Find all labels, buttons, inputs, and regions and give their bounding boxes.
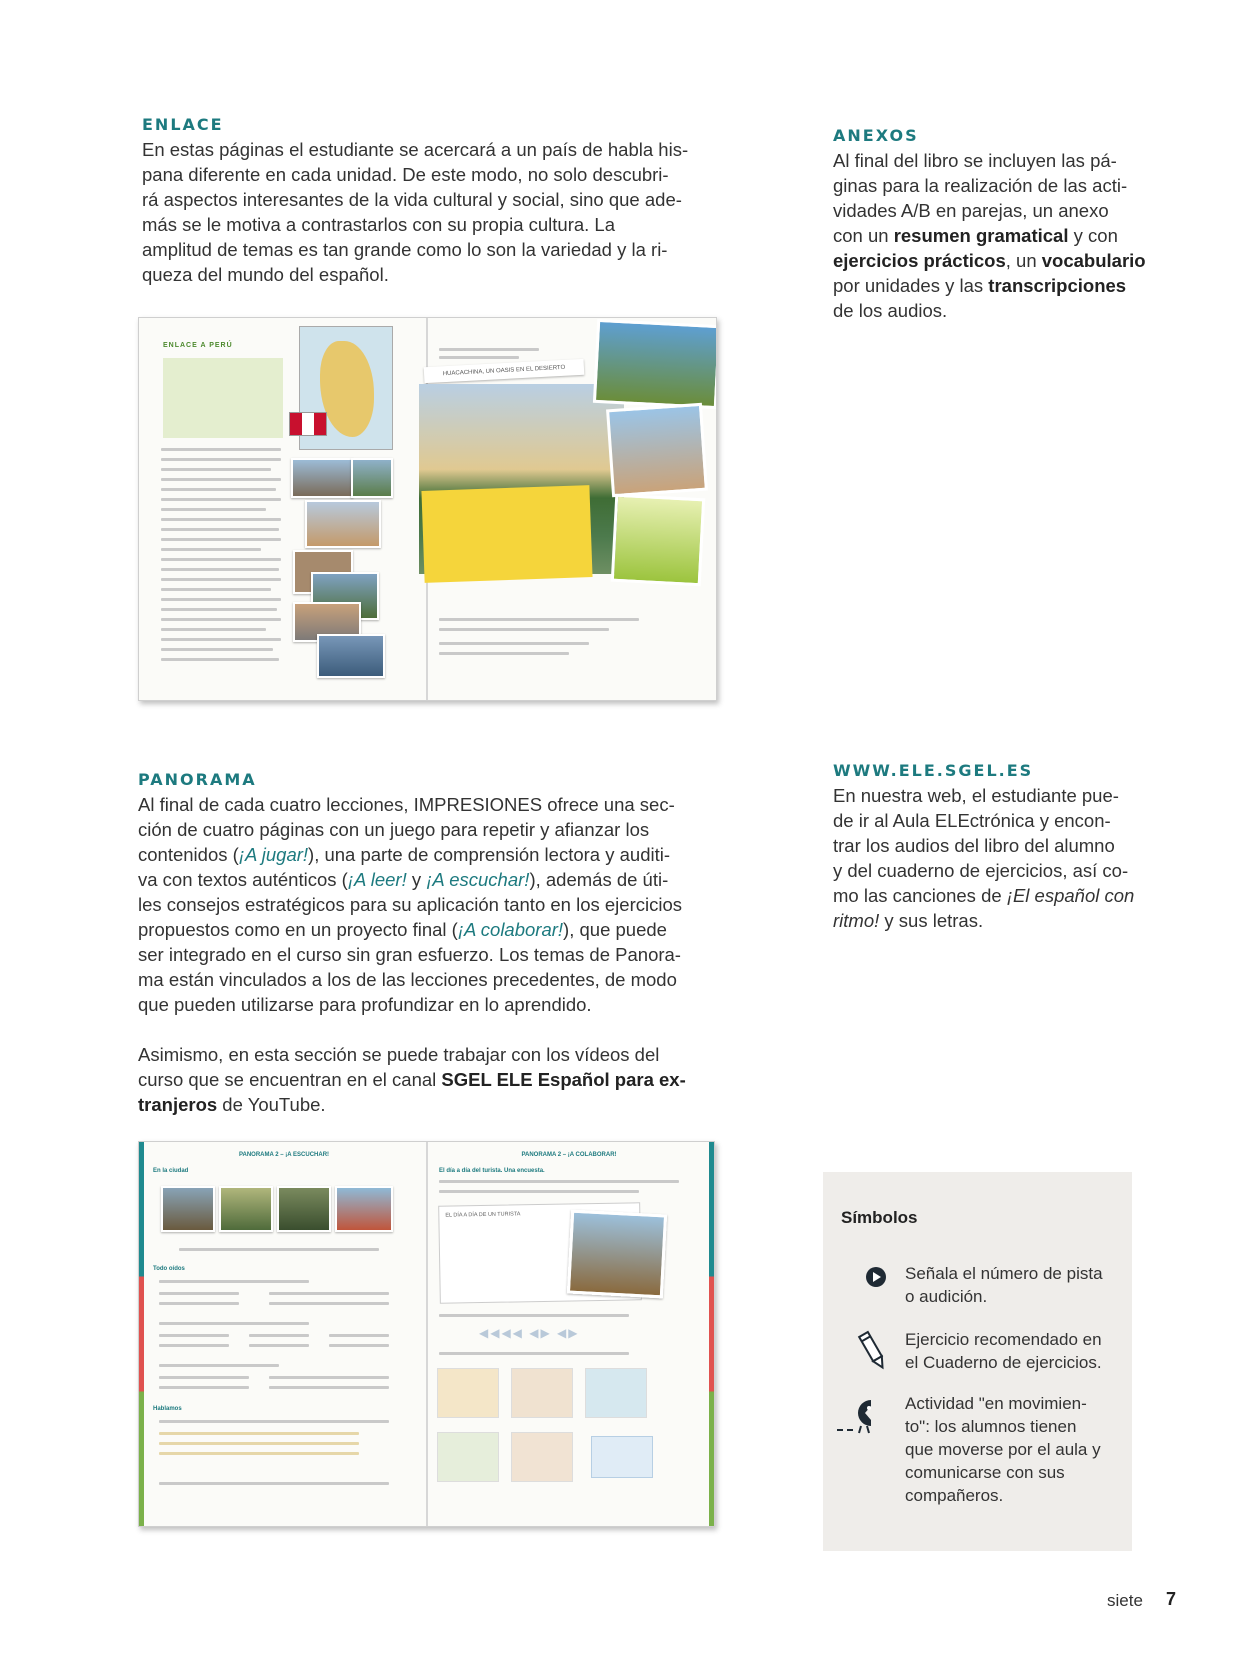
text-line: En nuestra web, el estudiante pue- [833,785,1119,806]
text-line: comunicarse con sus [905,1463,1065,1482]
photo-city [291,458,353,498]
thumb-subtitle: El día a día del turista. Una encuesta. [439,1168,545,1174]
photo-drink [611,494,705,587]
enlace-heading: ENLACE [142,115,224,134]
text-line-placeholder [439,628,609,631]
text-line: Ejercicio recomendado en [905,1330,1102,1349]
text-line [138,842,728,867]
bold-term: transcripciones [988,275,1127,296]
text-line-placeholder [161,458,281,461]
thumb-section: Hablamos [153,1406,182,1412]
text-line [833,883,1153,908]
text-line-placeholder [161,638,281,641]
illustration-1 [437,1368,499,1418]
text-line-placeholder [161,618,281,621]
bold-term: ejercicios prácticos [833,250,1006,271]
thumb-title: ENLACE A PERÚ [163,342,233,349]
book-spine [426,1142,428,1526]
photo-buggy [593,319,717,409]
text-line-placeholder [161,518,281,521]
text-line-placeholder [161,498,281,501]
bold-term: tranjeros [138,1094,218,1115]
text-line-placeholder [161,548,261,551]
section-name: ¡A escuchar! [426,869,530,890]
text-line: queza del mundo del español. [142,264,389,285]
text-line: ginas para la realización de las acti- [833,175,1128,196]
text-line-placeholder [269,1292,389,1295]
photo-shop [277,1186,331,1232]
text-line-placeholder [159,1442,359,1445]
text-line-placeholder [161,628,266,631]
text-line [138,1092,728,1117]
text-run: y sus letras. [879,910,984,931]
text-line-placeholder [161,468,271,471]
color-edge-right [709,1142,714,1526]
text-line-placeholder [439,652,569,655]
text-line-placeholder [159,1344,229,1347]
web-heading: WWW.ELE.SGEL.ES [833,761,1034,780]
text-line-placeholder [269,1302,389,1305]
text-line-placeholder [161,578,281,581]
text-run: mo las canciones de [833,885,1007,906]
text-line: ma están vinculados a los de las lecciones precedentes, de modo [138,969,677,990]
panorama-paragraph [138,792,728,1117]
text-line-placeholder [161,508,266,511]
text-line-placeholder [159,1334,229,1337]
text-line: el Cuaderno de ejercicios. [905,1353,1102,1372]
text-run: con un [833,225,894,246]
text-line-placeholder [159,1386,249,1389]
symbol-description [905,1262,1120,1308]
text-line-placeholder [161,528,279,531]
text-line: trar los audios del libro del alumno [833,835,1115,856]
text-line: pana diferente en cada unidad. De este modo, no solo descubri- [142,164,669,185]
text-line: vidades A/B en parejas, un anexo [833,200,1109,221]
text-line-placeholder [439,348,539,351]
text-line: compañeros. [905,1486,1004,1505]
thumb-title-right: PANORAMA 2 – ¡A COLABORAR! [521,1152,617,1158]
text-line-placeholder [439,1190,639,1193]
illustration-3 [585,1368,647,1418]
text-line-placeholder [159,1420,389,1423]
photo-sandboard [606,403,708,497]
thumb-banner: HUACACHINA, UN OASIS EN EL DESIERTO [424,359,585,383]
text-run: por unidades y las [833,275,989,296]
text-line [138,917,728,942]
text-run: contenidos ( [138,844,239,865]
text-line-placeholder [159,1364,279,1367]
text-line-placeholder [159,1322,309,1325]
text-line-placeholder [329,1334,389,1337]
text-line: ción de cuatro páginas con un juego para repetir y afianzar los [138,819,650,840]
text-line-placeholder [249,1334,309,1337]
symbol-description [905,1392,1120,1507]
text-line: ser integrado en el curso sin gran esfuerzo. Los temas de Panora- [138,944,681,965]
note-card [591,1436,653,1478]
text-line: de los audios. [833,300,948,321]
section-name: ¡A colaborar! [457,919,564,940]
illustration-5 [511,1432,573,1482]
text-line-placeholder [159,1280,309,1283]
color-edge-left [139,1142,144,1526]
song-title: ritmo! [833,910,880,931]
text-line-placeholder [329,1344,389,1347]
text-line [833,248,1153,273]
text-line: de ir al Aula ELEctrónica y encon- [833,810,1111,831]
text-line-placeholder [161,568,279,571]
enlace-book-spread-image [138,317,717,701]
yellow-text-box [421,485,592,583]
symbols-title: Símbolos [841,1208,918,1227]
text-line-placeholder [161,658,279,661]
photo-lake [317,634,385,678]
photo-cathedral [305,500,381,548]
text-line-placeholder [249,1344,309,1347]
text-run: y [406,869,427,890]
text-line-placeholder [161,558,281,561]
text-run: propuestos como en un proyecto final ( [138,919,458,940]
survey-card-title: EL DÍA A DÍA DE UN TURISTA [445,1211,521,1219]
symbol-description [905,1328,1120,1374]
text-line-placeholder [161,448,281,451]
text-line [138,1067,728,1092]
text-line: rá aspectos interesantes de la vida cultural y social, sino que ade- [142,189,682,210]
text-line: o audición. [905,1287,988,1306]
text-line: Asimismo, en esta sección se puede trabajar con los vídeos del [138,1044,660,1065]
anexos-heading: ANEXOS [833,126,919,145]
text-line: Señala el número de pista [905,1264,1103,1283]
text-line: Al final del libro se incluyen las pá- [833,150,1117,171]
bold-term: SGEL ELE Español para ex- [441,1069,686,1090]
song-title: ¡El español con [1006,885,1135,906]
text-line-placeholder [161,488,276,491]
text-line-placeholder [159,1302,239,1305]
text-line [833,273,1153,298]
text-line-placeholder [159,1292,239,1295]
text-line-placeholder [161,478,281,481]
text-line-placeholder [439,642,589,645]
map-shape [320,341,374,437]
play-track-icon [865,1266,887,1288]
movement-icon [835,1396,885,1436]
text-run: , un [1005,250,1042,271]
text-line-placeholder [159,1452,359,1455]
thumb-title-left: PANORAMA 2 – ¡A ESCUCHAR! [238,1152,330,1158]
text-line: En estas páginas el estudiante se acercará a un país de habla his- [142,139,689,160]
info-box [163,358,283,438]
photo-street [219,1186,273,1232]
text-line-placeholder [161,538,281,541]
text-run: de YouTube. [217,1094,326,1115]
text-run: ), una parte de comprensión lectora y auditi- [308,844,671,865]
section-name: ¡A leer! [347,869,407,890]
text-line-placeholder [269,1386,389,1389]
anexos-paragraph [833,148,1153,323]
symbols-box [823,1172,1132,1551]
text-line-placeholder [161,608,277,611]
web-paragraph [833,783,1153,933]
text-line: to": los alumnos tienen [905,1417,1077,1436]
panorama-heading: PANORAMA [138,770,257,789]
text-line-placeholder [269,1376,389,1379]
enlace-paragraph [142,137,722,287]
text-line: les consejos estratégicos para su aplicación tanto en los ejercicios [138,894,682,915]
text-line-placeholder [439,1314,629,1317]
photo-landscape [351,458,393,498]
text-line: Actividad "en movimien- [905,1394,1087,1413]
photo-market [161,1186,215,1232]
text-run: ), además de úti- [529,869,669,890]
text-line: Al final de cada cuatro lecciones, IMPRESIONES ofrece una sec- [138,794,675,815]
text-line [833,223,1153,248]
peru-flag [289,412,327,436]
text-line-placeholder [159,1432,359,1435]
text-run: y con [1068,225,1118,246]
illustration-4 [437,1432,499,1482]
text-line: que pueden utilizarse para profundizar en lo aprendido. [138,994,592,1015]
text-line-placeholder [161,598,281,601]
photo-tourists [567,1210,667,1299]
text-line: que moverse por el aula y [905,1440,1101,1459]
page-number-word: siete [1107,1591,1143,1610]
text-line [138,867,728,892]
text-line-placeholder [439,618,639,621]
text-run: curso que se encuentran en el canal [138,1069,442,1090]
text-line-placeholder [161,588,271,591]
text-line-placeholder [439,1180,679,1183]
text-line [833,908,1153,933]
text-line: amplitud de temas es tan grande como lo son la variedad y la ri- [142,239,668,260]
page-number: 7 [1166,1589,1177,1609]
text-line: y del cuaderno de ejercicios, así co- [833,860,1129,881]
thumb-arrows: ◀◀◀◀ ◀▶ ◀▶ [479,1326,580,1340]
text-line-placeholder [439,1352,629,1355]
text-line: más se le motiva a contrastarlos con su propia cultura. La [142,214,616,235]
section-name: ¡A jugar! [238,844,309,865]
text-line-placeholder [159,1376,249,1379]
text-run: ), que puede [563,919,667,940]
bold-term: vocabulario [1041,250,1146,271]
text-line-placeholder [179,1248,379,1251]
text-line-placeholder [159,1482,389,1485]
text-line-placeholder [161,648,273,651]
panorama-book-spread-image [138,1141,715,1527]
thumb-section: En la ciudad [153,1168,189,1174]
text-line-placeholder [439,356,519,359]
thumb-section: Todo oídos [153,1266,185,1272]
photo-plaza [335,1186,393,1232]
bold-term: resumen gramatical [893,225,1069,246]
illustration-2 [511,1368,573,1418]
pencil-icon [857,1330,889,1372]
text-run: va con textos auténticos ( [138,869,348,890]
